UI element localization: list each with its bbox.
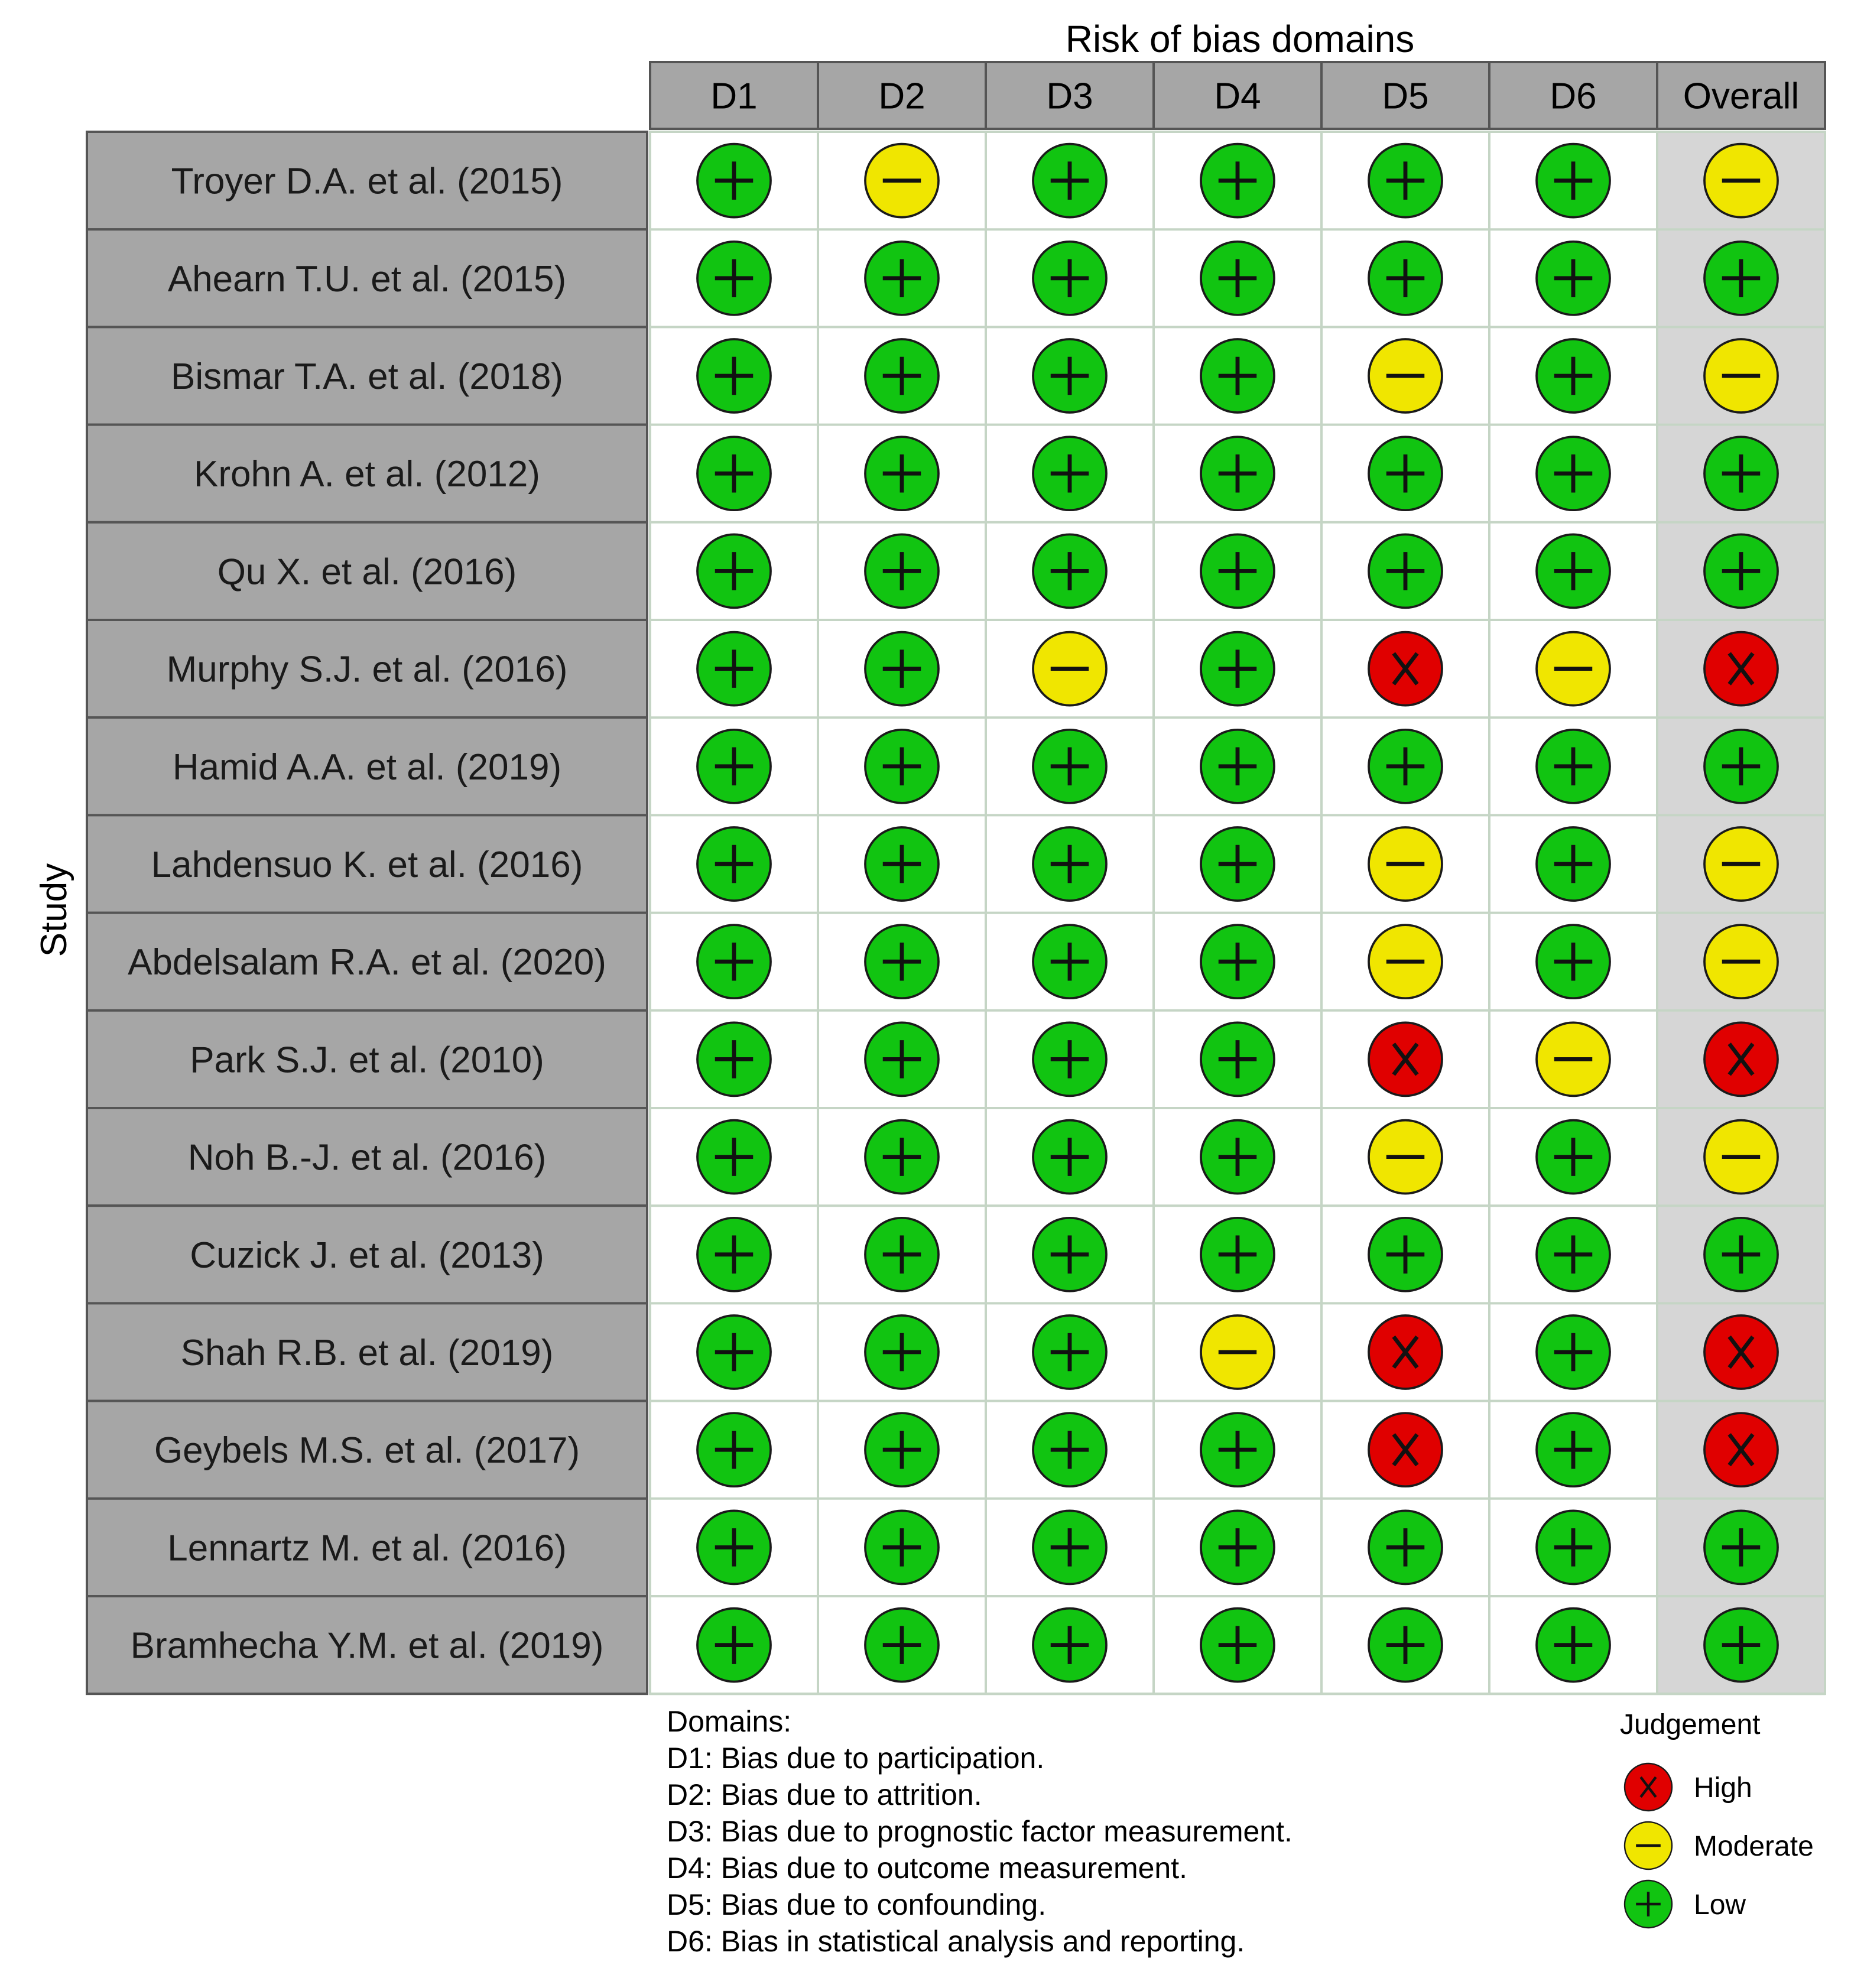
legend-high-label: High [1694,1772,1752,1804]
study-name: Lahdensuo K. et al. (2016) [151,844,583,885]
study-name: Noh B.-J. et al. (2016) [187,1137,547,1178]
study-name: Lennartz M. et al. (2016) [167,1528,567,1569]
domain-header-label: Overall [1683,76,1800,117]
domain-note-line: D5: Bias due to confounding. [667,1888,1047,1921]
study-name: Krohn A. et al. (2012) [194,454,540,495]
domain-note-line: D2: Bias due to attrition. [667,1778,982,1811]
study-name: Bismar T.A. et al. (2018) [171,356,563,397]
study-name: Geybels M.S. et al. (2017) [154,1430,580,1471]
y-axis-label: Study [34,863,74,957]
study-name: Ahearn T.U. et al. (2015) [167,258,567,300]
domain-notes-title: Domains: [667,1705,792,1738]
study-name: Cuzick J. et al. (2013) [190,1235,544,1276]
domain-note-line: D3: Bias due to prognostic factor measurement. [667,1815,1293,1848]
study-name: Hamid A.A. et al. (2019) [172,746,562,788]
legend-moderate-label: Moderate [1694,1831,1814,1862]
study-name: Murphy S.J. et al. (2016) [166,649,568,690]
legend-low-label: Low [1694,1889,1746,1921]
domain-header-label: D2 [878,76,926,117]
domain-header-label: D5 [1382,76,1429,117]
domain-header-label: D4 [1214,76,1261,117]
domain-header-label: D6 [1550,76,1597,117]
domain-header-label: D1 [710,76,758,117]
legend-title: Judgement [1620,1709,1761,1740]
chart-title: Risk of bias domains [1065,18,1415,60]
domain-note-line: D6: Bias in statistical analysis and reporting. [667,1925,1245,1958]
domain-note-line: D1: Bias due to participation. [667,1742,1045,1775]
study-name: Park S.J. et al. (2010) [190,1040,544,1081]
study-name: Qu X. et al. (2016) [217,551,517,593]
study-name: Shah R.B. et al. (2019) [180,1333,554,1373]
domain-header-label: D3 [1046,76,1093,117]
study-name: Troyer D.A. et al. (2015) [171,161,563,202]
study-name: Bramhecha Y.M. et al. (2019) [130,1625,604,1667]
domain-note-line: D4: Bias due to outcome measurement. [667,1851,1188,1885]
study-name: Abdelsalam R.A. et al. (2020) [128,942,606,983]
